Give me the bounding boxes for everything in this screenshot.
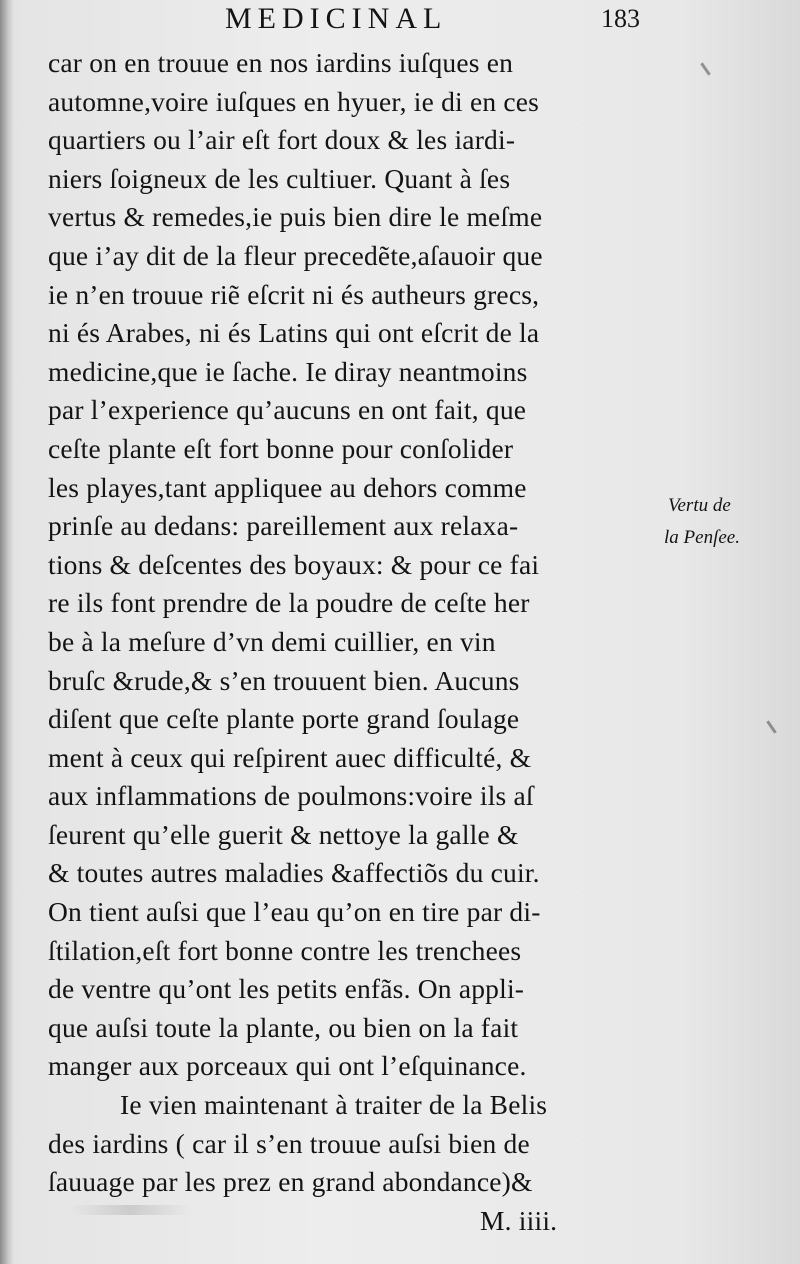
text-line: tions & deſcentes des boyaux: & pour ce fai: [48, 548, 540, 580]
text-line: automne,voire iuſques en hyuer, ie di en ces: [48, 85, 540, 117]
text-line: par l’experience qu’aucuns en ont fait, que: [48, 394, 527, 426]
text-line: des iardins ( car il s’en trouue auſsi bien de: [48, 1127, 530, 1159]
text-line: niers ſoigneux de les cultiuer. Quant à ſes: [48, 162, 511, 194]
running-title: MEDICINAL: [225, 2, 448, 35]
text-line: ceſte plante eſt fort bonne pour conſolider: [48, 432, 514, 464]
text-line: que i’ay dit de la fleur precedẽte,aſauoir que: [48, 239, 543, 271]
marginal-note: [664, 490, 740, 554]
text-line: & toutes autres maladies &affectiõs du cuir.: [48, 857, 540, 889]
text-line: ſeurent qu’elle guerit & nettoye la galle &: [48, 818, 519, 850]
text-line: manger aux porceaux qui ont l’eſquinance.: [48, 1050, 527, 1082]
text-line: de ventre qu’ont les petits enfãs. On appli-: [48, 973, 525, 1005]
text-line: prinſe au dedans: pareillement aux relaxa-: [48, 510, 519, 542]
text-line: ie n’en trouue riẽ eſcrit ni és autheurs grecs,: [48, 278, 540, 310]
text-line: ni és Arabes, ni és Latins qui ont eſcrit de la: [48, 317, 540, 349]
text-line: vertus & remedes,ie puis bien dire le meſme: [48, 201, 543, 233]
body-text: [48, 44, 660, 1240]
marginal-note-line: la Penſee.: [664, 527, 740, 548]
text-line: ment à ceux qui reſpirent auec difficulté, &: [48, 741, 532, 773]
text-line: medicine,que ie ſache. Ie diray neantmoins: [48, 355, 528, 387]
marginal-note-line: Vertu de: [668, 495, 731, 516]
ink-speck: [766, 720, 776, 733]
text-line: quartiers ou l’air eſt fort doux & les iardi-: [48, 124, 516, 156]
text-line: be à la meſure d’vn demi cuillier, en vin: [48, 625, 496, 657]
text-line: car on en trouue en nos iardins iuſques en: [48, 47, 514, 78]
text-line: re ils font prendre de la poudre de ceſte her: [48, 587, 530, 619]
text-line: que auſsi toute la plante, ou bien on la fait: [48, 1011, 519, 1043]
text-line: aux inflammations de poulmons:voire ils aſ: [48, 780, 534, 812]
text-line: bruſc &rude,& s’en trouuent bien. Aucuns: [48, 664, 520, 696]
text-line: Ie vien maintenant à traiter de la Belis: [120, 1089, 548, 1121]
text-line: les playes,tant appliquee au dehors comme: [48, 471, 527, 503]
ink-speck: [700, 62, 710, 75]
text-line: diſent que ceſte plante porte grand ſoulage: [48, 703, 520, 735]
text-line: On tient auſsi que l’eau qu’on en tire par di-: [48, 896, 541, 928]
text-line: ſauuage par les prez en grand abondance)&: [48, 1166, 533, 1198]
signature-mark: M. iiii.: [480, 1204, 558, 1236]
text-line: ſtilation,eſt fort bonne contre les trenchees: [48, 934, 522, 966]
page-number: 183: [601, 4, 640, 33]
show-through-smudge: [70, 1205, 190, 1215]
binding-shadow: [0, 0, 14, 1264]
